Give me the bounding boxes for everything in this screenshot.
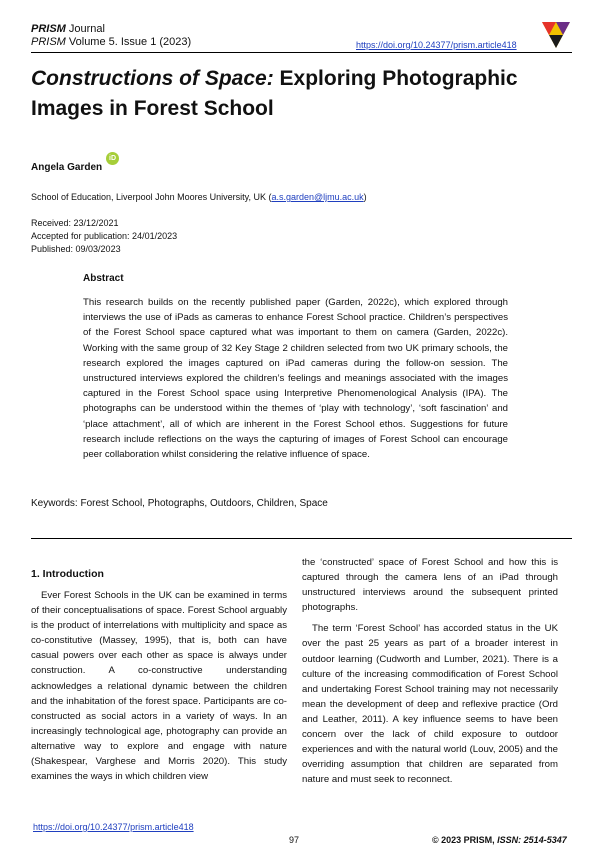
section-heading: 1. Introduction: [31, 568, 104, 580]
copyright-text: © 2023 PRISM,: [432, 835, 498, 845]
doi-link-top[interactable]: https://doi.org/10.24377/prism.article418: [356, 40, 517, 50]
keywords-label: Keywords:: [31, 498, 78, 509]
author-name: Angela Garden: [31, 162, 103, 173]
intro-paragraph-3: The term ‘Forest School’ has accorded status in the UK over the past 25 years as part of a broader interest in outdoor learning (Cudworth and Lumber, 2021). There is a culture of the increasing commodification of Forest School and undertaking Forest School training may not necessarily mean the development of deep and reflexive practice (Ord and Leather, 2011). A key influence seems to have been concern over the lack of child exposure to outdoor experiences and with the natural world (Louv, 2005) and the overriding assumption that children are separated from nature and must seek to reconnect.: [302, 623, 558, 786]
affiliation: [31, 192, 367, 202]
accepted-date: Accepted for publication: 24/01/2023: [31, 231, 178, 241]
intro-paragraph-1: Ever Forest Schools in the UK can be examined in terms of their conceptualisations of space. Forest School arguably is the product of interrelations with multiplicity and space as co-constitutive (Massey, 1995), that is, both can have casual powers over each other as space is always under construction. A co-constructive understanding acknowledges a relational dynamic between the children and the inhabitation of the forest space. Participants are co-constructed as social actors in a variety of ways. In an increasingly technological age, photography can provide an alternative way to explore and engage with nature (Shakespear, Varghese and Morris 2020). This study examines the ways in which children view: [31, 590, 287, 783]
author-email-link[interactable]: a.s.garden@ljmu.ac.uk: [271, 192, 364, 202]
journal-header: [31, 23, 191, 49]
published-date: Published: 09/03/2023: [31, 244, 121, 254]
keywords-list: Forest School, Photographs, Outdoors, Children, Space: [77, 498, 328, 509]
title-italic-part: Constructions of Space:: [31, 67, 274, 90]
article-title: [31, 64, 571, 124]
affiliation-close: ): [363, 192, 367, 202]
body-column-left: [31, 588, 287, 790]
orcid-icon[interactable]: iD: [106, 152, 119, 165]
volume-issue: Volume 5. Issue 1 (2023): [65, 36, 192, 48]
abstract-heading: Abstract: [83, 273, 124, 284]
intro-paragraph-2: the ‘constructed’ space of Forest School and how this is captured through the camera lens of an iPad through unstructured interviews around the subsequent printed photographs.: [302, 557, 558, 614]
publication-dates: [31, 217, 177, 256]
affiliation-text: School of Education, Liverpool John Moores University, UK (: [31, 192, 272, 202]
body-column-right: [302, 555, 558, 793]
title-rest: Exploring Photographic Images in Forest School: [31, 67, 518, 120]
header-divider: [31, 52, 572, 53]
journal-name: PRISM: [31, 23, 66, 35]
journal-suffix: Journal: [65, 23, 105, 35]
section-divider: [31, 538, 572, 539]
abstract-text: This research builds on the recently published paper (Garden, 2022c), which explored through interviews the use of iPads as cameras to enhance Forest School practice. Children’s perspectives of the Forest School space captured what was important to them on camera (Garden, 2022c). Working with the same group of 32 Key Stage 2 children selected from two UK primary schools, the research explored the images captured on iPad cameras during the follow-on session. The unstructured interviews explored the children’s feelings and meanings associated with the images captured in the Forest School space using Interpretive Phenomenological Analysis (IPA). The photographs can be understood within the themes of ‘play with technology’, ‘soft fascination’ and ‘place attachment’, all of which are inherent in the Forest School ethos. Suggestions for future research include reflections on the ways the capturing of images of Forest School can encourage peer collaboration whilst considering the relative influence of space.: [83, 297, 508, 461]
prism-logo-icon: [540, 18, 572, 50]
volume-journal: PRISM: [31, 36, 66, 48]
keywords: [31, 498, 328, 509]
issn: ISSN: 2514-5347: [497, 835, 567, 845]
doi-link-bottom[interactable]: https://doi.org/10.24377/prism.article418: [33, 822, 194, 832]
copyright-notice: [432, 835, 567, 845]
received-date: Received: 23/12/2021: [31, 218, 119, 228]
page-number: 97: [289, 835, 300, 845]
